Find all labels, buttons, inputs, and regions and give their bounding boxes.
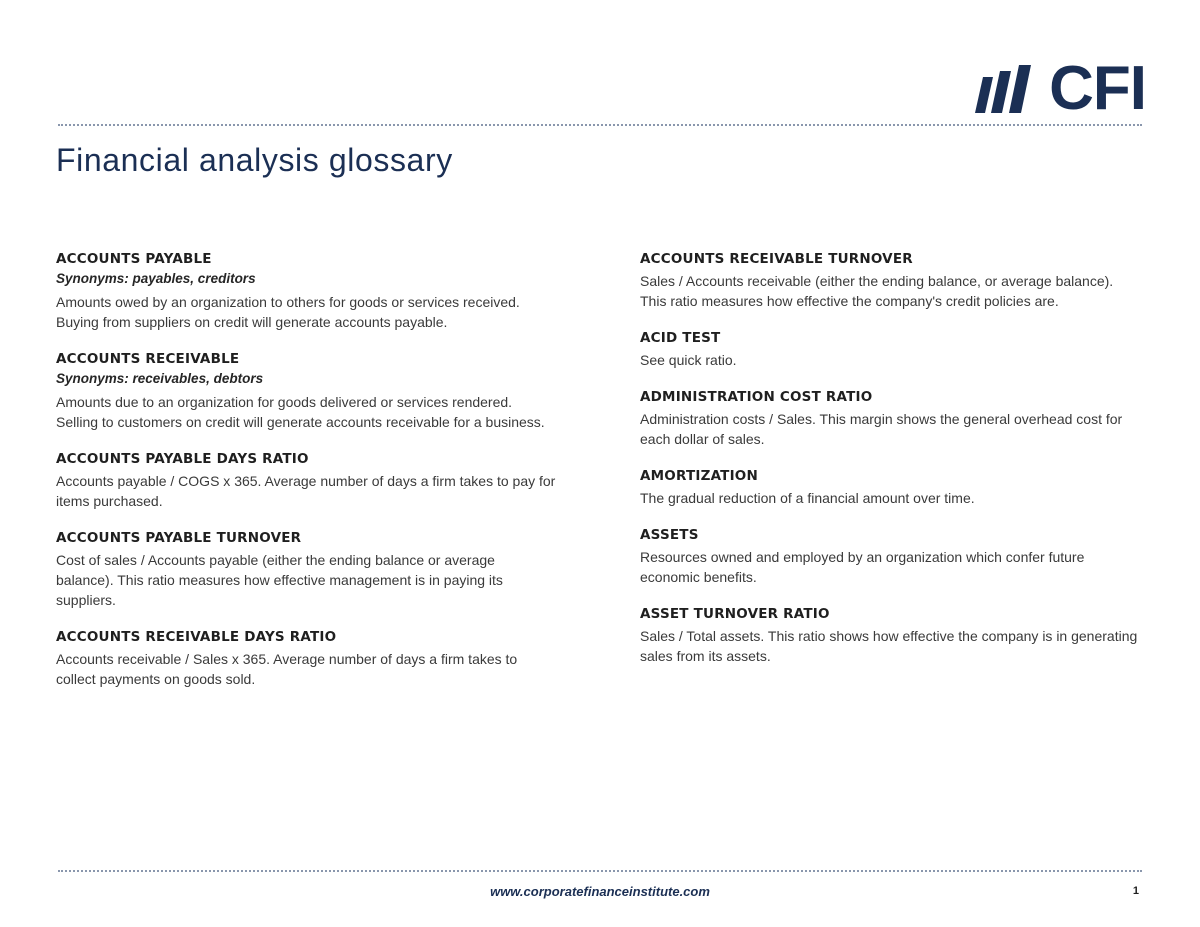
- entry-definition: Sales / Accounts receivable (either the ending balance, or average balance). This ratio measures how effective the company's credit policies are.: [640, 273, 1114, 309]
- entry-definition: Administration costs / Sales. This margin shows the general overhead cost for each dollar of sales.: [640, 411, 1123, 447]
- entry-synonyms: Synonyms: receivables, debtors: [56, 371, 264, 386]
- cfi-slashes-icon: [973, 63, 1043, 115]
- entry-term: ACCOUNTS PAYABLE DAYS RATIO: [56, 451, 309, 467]
- entry-definition: See quick ratio.: [640, 352, 737, 368]
- entry-term: ACCOUNTS RECEIVABLE TURNOVER: [640, 251, 913, 267]
- entry-term: ASSETS: [640, 527, 699, 543]
- entry-term: ASSET TURNOVER RATIO: [640, 606, 830, 622]
- entry-term: ADMINISTRATION COST RATIO: [640, 389, 873, 405]
- top-divider: [58, 124, 1142, 126]
- glossary-entry: [56, 628, 556, 689]
- entry-definition: The gradual reduction of a financial amount over time.: [640, 490, 975, 506]
- entry-definition: Sales / Total assets. This ratio shows how effective the company is in generating sales from its assets.: [640, 628, 1138, 664]
- entry-term: AMORTIZATION: [640, 468, 758, 484]
- bottom-divider: [58, 870, 1142, 872]
- entry-definition: Cost of sales / Accounts payable (either the ending balance or average balance). This ratio measures how effective management is in paying its suppliers.: [56, 552, 503, 608]
- glossary-entry: [640, 250, 1140, 311]
- glossary-entry: [56, 250, 556, 332]
- glossary-entry: [640, 388, 1140, 449]
- glossary-entry: [56, 450, 556, 511]
- footer-url-link[interactable]: www.corporatefinanceinstitute.com: [490, 884, 710, 899]
- page-number: 1: [1132, 885, 1139, 897]
- entry-term: ACCOUNTS PAYABLE TURNOVER: [56, 530, 302, 546]
- glossary-entry: [640, 467, 1140, 508]
- entry-definition: Amounts owed by an organization to others for goods or services received. Buying from suppliers on credit will generate accounts payable.: [56, 294, 520, 330]
- entry-definition: Amounts due to an organization for goods delivered or services rendered. Selling to customers on credit will generate accounts receivable for a business.: [56, 394, 545, 430]
- glossary-entry: [56, 529, 556, 610]
- glossary-entry: [56, 350, 556, 432]
- right-column: [640, 250, 1140, 684]
- entry-definition: Resources owned and employed by an organization which confer future economic benefits.: [640, 549, 1085, 585]
- page-title: Financial analysis glossary: [56, 142, 453, 178]
- glossary-entry: [640, 526, 1140, 587]
- entry-definition: Accounts payable / COGS x 365. Average number of days a firm takes to pay for items purchased.: [56, 473, 556, 509]
- entry-term: ACCOUNTS RECEIVABLE: [56, 351, 240, 367]
- entry-term: ACID TEST: [640, 330, 721, 346]
- left-column: [56, 250, 556, 707]
- logo-text: CFI: [1049, 54, 1146, 123]
- entry-term: ACCOUNTS RECEIVABLE DAYS RATIO: [56, 629, 337, 645]
- cfi-logo: [973, 54, 1146, 123]
- glossary-entry: [640, 605, 1140, 666]
- glossary-entry: [640, 329, 1140, 370]
- entry-definition: Accounts receivable / Sales x 365. Average number of days a firm takes to collect payments on goods sold.: [56, 651, 518, 687]
- entry-synonyms: Synonyms: payables, creditors: [56, 271, 256, 286]
- entry-term: ACCOUNTS PAYABLE: [56, 251, 212, 267]
